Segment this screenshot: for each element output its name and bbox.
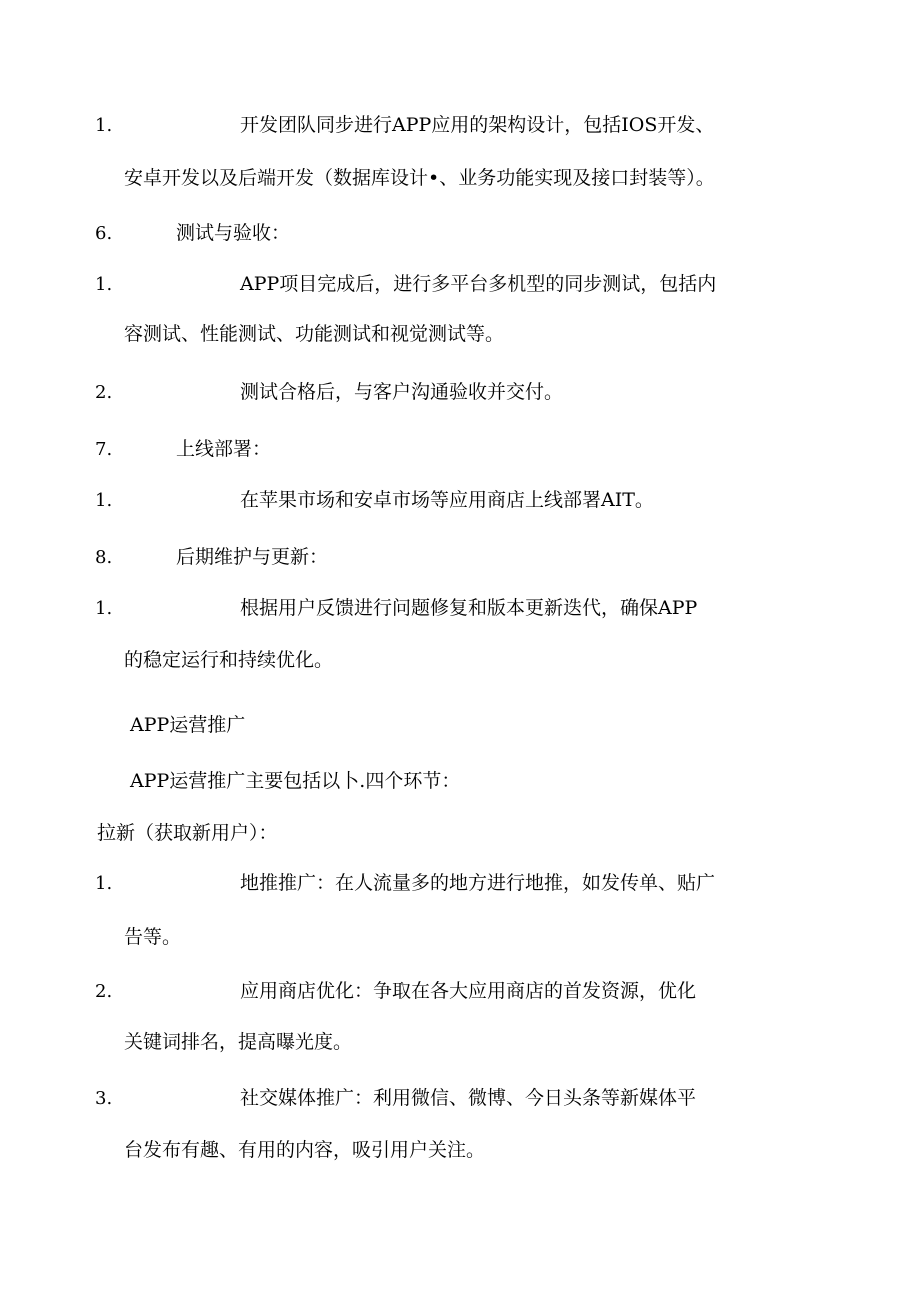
list-number: 3. xyxy=(95,1088,113,1109)
section-number: 6. xyxy=(95,223,113,244)
section-heading: 后期维护与更新： xyxy=(176,546,329,568)
list-item-text: APP项目完成后，进行多平台多机型的同步测试，包括内 xyxy=(240,273,717,295)
list-item-continuation: 安卓开发以及后端开发（数据库设计•、业务功能实现及接口封装等）。 xyxy=(124,167,715,189)
list-number: 2. xyxy=(95,981,113,1002)
list-number: 1. xyxy=(95,490,113,511)
list-item-continuation: 告等。 xyxy=(124,926,182,948)
list-number: 1. xyxy=(95,115,113,136)
list-item-continuation: 容测试、性能测试、功能测试和视觉测试等。 xyxy=(124,323,505,345)
section-number: 8. xyxy=(95,547,113,568)
list-item-text: 社交媒体推广：利用微信、微博、今日头条等新媒体平 xyxy=(240,1087,697,1109)
list-number: 1. xyxy=(95,274,113,295)
section-heading: 上线部署： xyxy=(176,438,272,460)
list-item-continuation: 的稳定运行和持续优化。 xyxy=(124,649,334,671)
intro-paragraph: APP运营推广主要包括以卜.四个环节： xyxy=(130,770,461,792)
list-number: 2. xyxy=(95,382,113,403)
list-item-continuation: 台发布有趣、有用的内容，吸引用户关注。 xyxy=(124,1139,486,1161)
list-item-text: 应用商店优化：争取在各大应用商店的首发资源，优化 xyxy=(240,980,697,1002)
list-item-text: 地推推广：在人流量多的地方进行地推，如发传单、贴广 xyxy=(240,872,716,894)
list-item-continuation: 关键词排名，提高曝光度。 xyxy=(124,1031,353,1053)
list-item-text: 开发团队同步进行APP应用的架构设计，包括IOS开发、 xyxy=(240,114,715,136)
chapter-title: APP运营推广 xyxy=(130,714,246,736)
section-heading: 测试与验收： xyxy=(176,222,291,244)
subsection-heading: 拉新（获取新用户）： xyxy=(97,822,278,844)
section-number: 7. xyxy=(95,439,113,460)
list-item-text: 在苹果市场和安卓市场等应用商店上线部署AIT。 xyxy=(240,489,654,511)
list-item-text: 根据用户反馈进行问题修复和版本更新迭代，确保APP xyxy=(240,597,698,619)
list-number: 1. xyxy=(95,598,113,619)
list-item-text: 测试合格后，与客户沟通验收并交付。 xyxy=(240,381,564,403)
list-number: 1. xyxy=(95,873,113,894)
